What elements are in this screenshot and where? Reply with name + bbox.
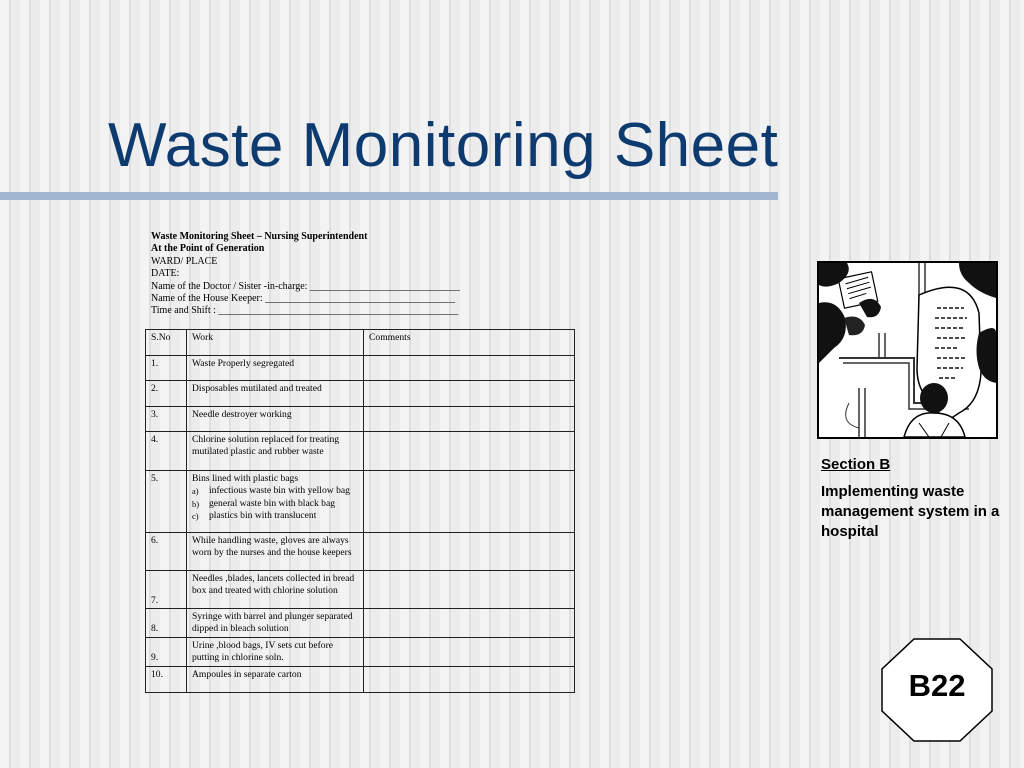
- cell-work: Waste Properly segregated: [187, 356, 364, 381]
- title-underline-bar: [0, 192, 778, 200]
- cell-sno: 5.: [146, 471, 187, 533]
- illustration-drawing: [819, 263, 996, 437]
- cell-sno: 3.: [146, 407, 187, 432]
- shift-field: Time and Shift : ________________________________________________: [151, 305, 459, 317]
- table-row: [146, 571, 575, 609]
- date-field: DATE:: [151, 268, 180, 280]
- table-row: [146, 637, 575, 666]
- monitoring-table: [145, 329, 575, 693]
- sub-item-marker: b): [192, 498, 200, 509]
- sub-item-text: plastics bin with translucent: [209, 510, 317, 522]
- header-sno: S.No: [146, 330, 187, 356]
- cell-sno: 10.: [146, 666, 187, 692]
- cell-sno: 9.: [146, 637, 187, 666]
- cell-work: Syringe with barrel and plunger separated dipped in bleach solution: [187, 609, 364, 638]
- cell-work: Needle destroyer working: [187, 407, 364, 432]
- cell-work: Needles ,blades, lancets collected in bread box and treated with chlorine solution: [187, 571, 364, 609]
- page-title: Waste Monitoring Sheet: [108, 111, 779, 180]
- sub-item: [192, 485, 358, 497]
- sub-item-text: infectious waste bin with yellow bag: [209, 485, 350, 497]
- table-row: [146, 533, 575, 571]
- table-row: [146, 609, 575, 638]
- cell-comments: [364, 609, 575, 638]
- cell-comments: [364, 533, 575, 571]
- sub-item-text: general waste bin with black bag: [209, 497, 336, 509]
- cell-sno: 7.: [146, 571, 187, 609]
- cell-work: While handling waste, gloves are always worn by the nurses and the house keepers: [187, 533, 364, 571]
- cell-comments: [364, 432, 575, 471]
- sub-item: [192, 498, 358, 510]
- sheet-heading: Waste Monitoring Sheet – Nursing Superintendent: [151, 231, 368, 242]
- cell-work-text: Bins lined with plastic bags: [192, 473, 299, 484]
- cell-work: Ampoules in separate carton: [187, 666, 364, 692]
- table-row: [146, 666, 575, 692]
- cell-work: Disposables mutilated and treated: [187, 381, 364, 407]
- cell-comments: [364, 356, 575, 381]
- table-row: [146, 356, 575, 381]
- cell-sno: 6.: [146, 533, 187, 571]
- sheet-subheading: At the Point of Generation: [151, 243, 265, 255]
- table-row: [146, 381, 575, 407]
- cell-work: [187, 471, 364, 533]
- hospital-staff-illustration: [817, 261, 998, 439]
- cell-sno: 1.: [146, 356, 187, 381]
- doctor-field: Name of the Doctor / Sister -in-charge: ______________________________: [151, 280, 460, 292]
- badge-label: B22: [908, 668, 966, 703]
- cell-work: Urine ,blood bags, IV sets cut before putting in chlorine soln.: [187, 637, 364, 666]
- section-description: Implementing waste management system in a hospital: [821, 483, 1000, 540]
- cell-comments: [364, 381, 575, 407]
- section-label: Section B: [821, 456, 891, 473]
- cell-work: Chlorine solution replaced for treating mutilated plastic and rubber waste: [187, 432, 364, 471]
- cell-comments: [364, 471, 575, 533]
- sheet-header: [151, 231, 571, 318]
- header-work: Work: [187, 330, 364, 356]
- cell-sno: 8.: [146, 609, 187, 638]
- sub-item: [192, 510, 358, 522]
- cell-comments: [364, 666, 575, 692]
- sub-item-marker: a): [192, 486, 199, 497]
- cell-comments: [364, 407, 575, 432]
- housekeeper-field: Name of the House Keeper: ______________________________________: [151, 293, 456, 305]
- cell-comments: [364, 637, 575, 666]
- table-header-row: [146, 330, 575, 356]
- ward-field: WARD/ PLACE: [151, 255, 218, 267]
- table-row: [146, 432, 575, 471]
- cell-sno: 4.: [146, 432, 187, 471]
- sub-item-marker: c): [192, 511, 199, 522]
- table-row: [146, 471, 575, 533]
- cell-comments: [364, 571, 575, 609]
- section-info: [821, 456, 1001, 542]
- header-comments: Comments: [364, 330, 575, 356]
- cell-sno: 2.: [146, 381, 187, 407]
- table-row: [146, 407, 575, 432]
